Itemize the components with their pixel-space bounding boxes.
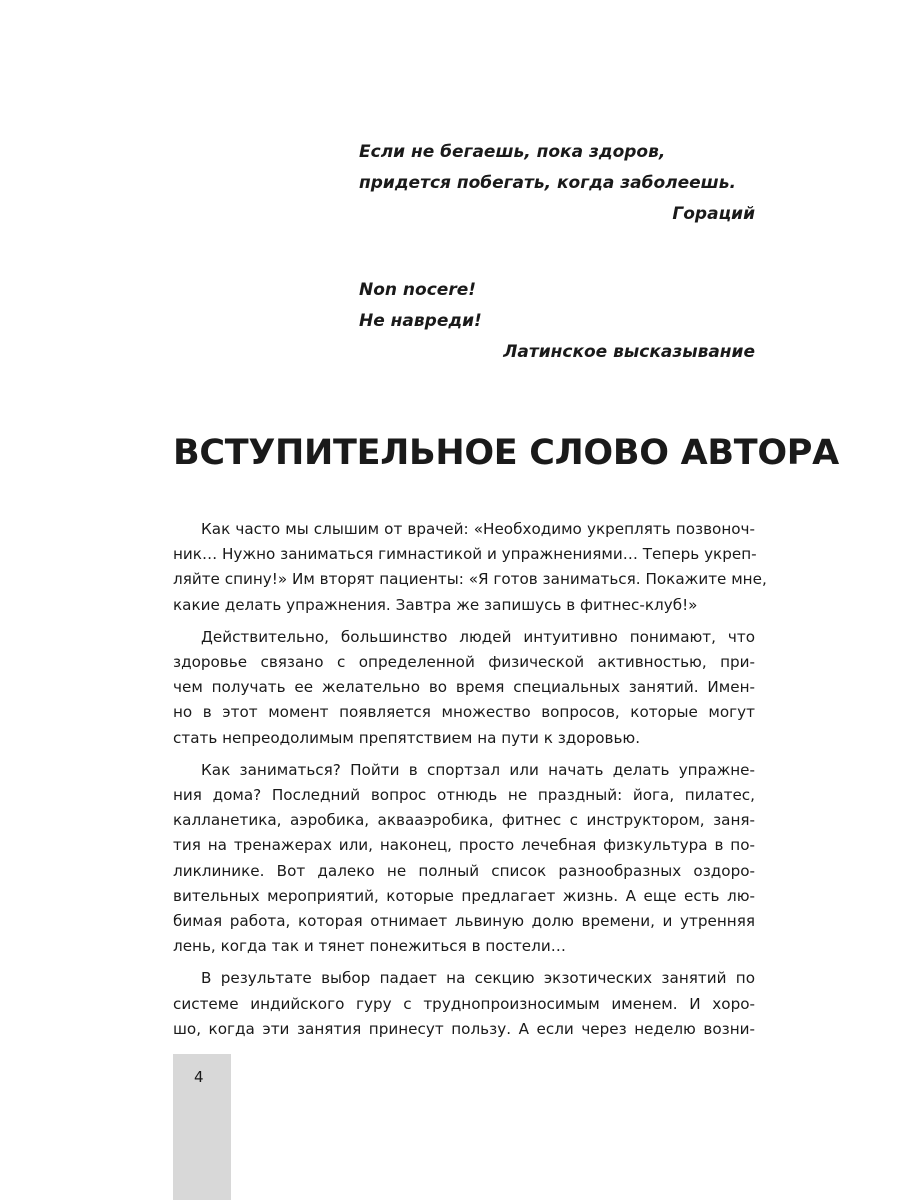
text-line: В результате выбор падает на секцию экзотических занятий по: [201, 969, 755, 988]
paragraph: [173, 517, 767, 618]
text-line: Как часто мы слышим от врачей: «Необходимо укреплять позвоноч-: [201, 520, 755, 538]
text-line: стать непреодолимым препятствием на пути к здоровью.: [173, 728, 641, 747]
text-line: шо, когда эти занятия принесут пользу. А если через неделю возни-: [173, 1019, 755, 1038]
text-line: ляйте спину!» Им вторят пациенты: «Я готов заниматься. Покажите мне,: [173, 570, 767, 589]
text-line: лень, когда так и тянет понежиться в постели…: [173, 937, 566, 956]
text-line: ния дома? Последний вопрос отнюдь не праздный: йога, пилатес,: [173, 786, 755, 805]
paragraph: [173, 758, 755, 960]
epigraph-latin: [359, 275, 755, 368]
epigraph-line: Если не бегаешь, пока здоров,: [359, 142, 666, 162]
text-line: здоровье связано с определенной физической активностью, при-: [173, 653, 755, 672]
epigraph-line: Non nocere!: [359, 280, 476, 300]
paragraph: [173, 966, 755, 1042]
text-line: какие делать упражнения. Завтра же запишусь в фитнес-клуб!»: [173, 595, 698, 614]
text-line: Как заниматься? Пойти в спортзал или начать делать упражне-: [201, 760, 755, 779]
text-line: тия на тренажерах или, наконец, просто лечебная физкультура в по-: [173, 836, 755, 855]
text-line: бимая работа, которая отнимает львиную долю времени, и утренняя: [173, 912, 755, 931]
text-line: системе индийского гуру с труднопроизносимым именем. И хоро-: [173, 994, 755, 1013]
text-line: Действительно, большинство людей интуитивно понимают, что: [201, 627, 755, 646]
text-line: ликлинике. Вот далеко не полный список разнообразных оздоро-: [173, 861, 755, 880]
body-text: [173, 517, 767, 1049]
paragraph: [173, 625, 755, 751]
text-line: ник… Нужно заниматься гимнастикой и упражнениями… Теперь укреп-: [173, 545, 757, 564]
text-line: калланетика, аэробика, аквааэробика, фитнес с инструктором, заня-: [173, 811, 755, 830]
epigraph-line: придется побегать, когда заболеешь.: [359, 173, 736, 193]
text-line: но в этот момент появляется множество вопросов, которые могут: [173, 703, 755, 722]
text-line: чем получать ее желательно во время специальных занятий. Имен-: [173, 678, 755, 697]
epigraph-line: Не навреди!: [359, 311, 482, 331]
epigraph-horace: [359, 137, 755, 230]
epigraph-author: Гораций: [672, 204, 755, 224]
page-number: 4: [194, 1068, 204, 1086]
chapter-heading: ВСТУПИТЕЛЬНОЕ СЛОВО АВТОРА: [173, 433, 839, 473]
epigraph-author: Латинское высказывание: [503, 342, 755, 362]
text-line: вительных мероприятий, которые предлагает жизнь. А еще есть лю-: [173, 886, 755, 905]
